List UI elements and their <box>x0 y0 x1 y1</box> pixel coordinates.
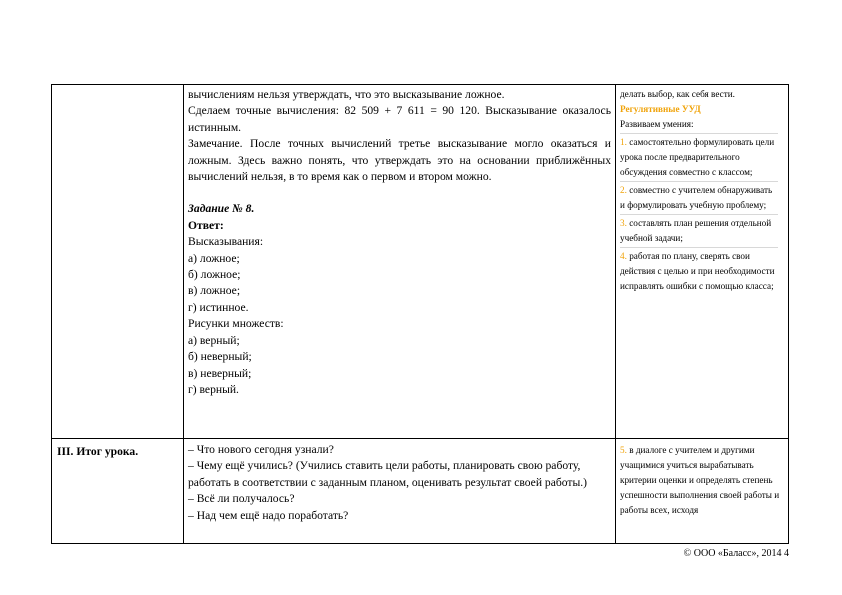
statement-item: а) ложное; <box>188 251 240 265</box>
lesson-table <box>51 84 789 544</box>
statement-item: в) ложное; <box>188 284 241 298</box>
task-label: Задание № 8. <box>188 202 255 216</box>
statement-item: г) истинное. <box>188 300 249 314</box>
row1-right-cell <box>620 87 778 294</box>
row2-middle-cell <box>188 442 611 524</box>
question-item: – Всё ли получалось? <box>188 492 295 506</box>
answer-label: Ответ: <box>188 218 224 232</box>
drawings-header: Рисунки множеств: <box>188 317 284 331</box>
question-item: – Над чем ещё надо поработать? <box>188 508 349 522</box>
stage-label: III. Итог урока. <box>57 445 139 458</box>
statements-header: Высказывания: <box>188 235 264 249</box>
row1-middle-cell <box>188 87 611 398</box>
drawing-item: а) верный; <box>188 333 240 347</box>
question-item: – Что нового сегодня узнали? <box>188 443 334 456</box>
develop-label: Развиваем умения: <box>620 119 694 129</box>
uud-heading: Регулятивные УУД <box>620 104 701 114</box>
right-line0: делать выбор, как себя вести. <box>620 89 735 99</box>
statement-item: б) ложное; <box>188 268 241 282</box>
column-divider-1 <box>183 85 184 543</box>
para1-line: вычислениям нельзя утверждать, что это высказывание ложное. <box>188 88 505 101</box>
para-exact-calc: Сделаем точные вычисления: 82 509 + 7 611 = 90 120. Высказывание оказалось истинным. <box>188 104 611 134</box>
drawing-item: в) неверный; <box>188 366 252 380</box>
question-item: – Чему ещё учились? (Учились ставить цели работы, планировать свою работу, работать в соответствии с заданным планом, оценивать результат своей работы.) <box>188 459 588 489</box>
skill-item-5: 5. в диалоге с учителем и другими учащимися учиться вырабатывать критерии оценки и определять степень успешности выполнения своей работы и работы всех, исходя <box>620 445 780 515</box>
skill-item-3: 3. составлять план решения отдельной учебной задачи; <box>620 218 772 243</box>
row-divider <box>52 438 788 439</box>
drawing-item: б) неверный; <box>188 350 252 364</box>
skill-item-2: 2. совместно с учителем обнаруживать и формулировать учебную проблему; <box>620 185 773 210</box>
para-remark: Замечание. После точных вычислений третье высказывание могло оказаться и ложным. Здесь важно понять, что утверждать это на основании приближённых вычислений нельзя, в то время как о первом и втором можно. <box>188 137 611 184</box>
skill-item-4: 4. работая по плану, сверять свои действия с целью и при необходимости исправлять ошибки с помощью класса; <box>620 251 775 291</box>
column-divider-2 <box>615 85 616 543</box>
page-footer: © ООО «Баласс», 2014 4 <box>683 548 789 559</box>
drawing-item: г) верный. <box>188 382 239 396</box>
row2-right-cell <box>620 443 780 518</box>
skill-item-1: 1. самостоятельно формулировать цели урока после предварительного обсуждения совместно с классом; <box>620 137 775 177</box>
